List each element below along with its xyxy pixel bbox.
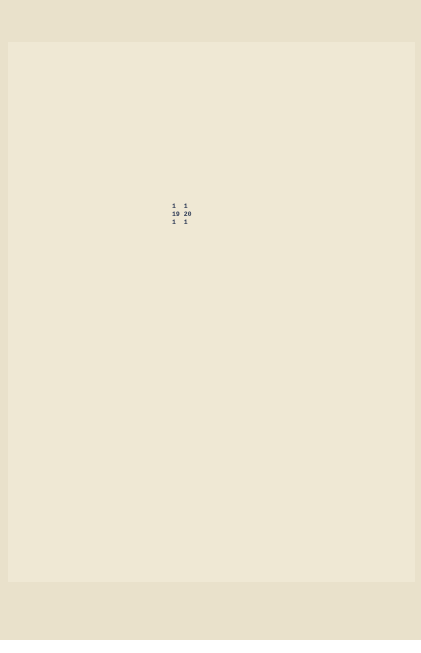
document-page: 1 1 19 20 1 1 xyxy=(0,0,421,640)
caption-bar xyxy=(0,640,421,653)
